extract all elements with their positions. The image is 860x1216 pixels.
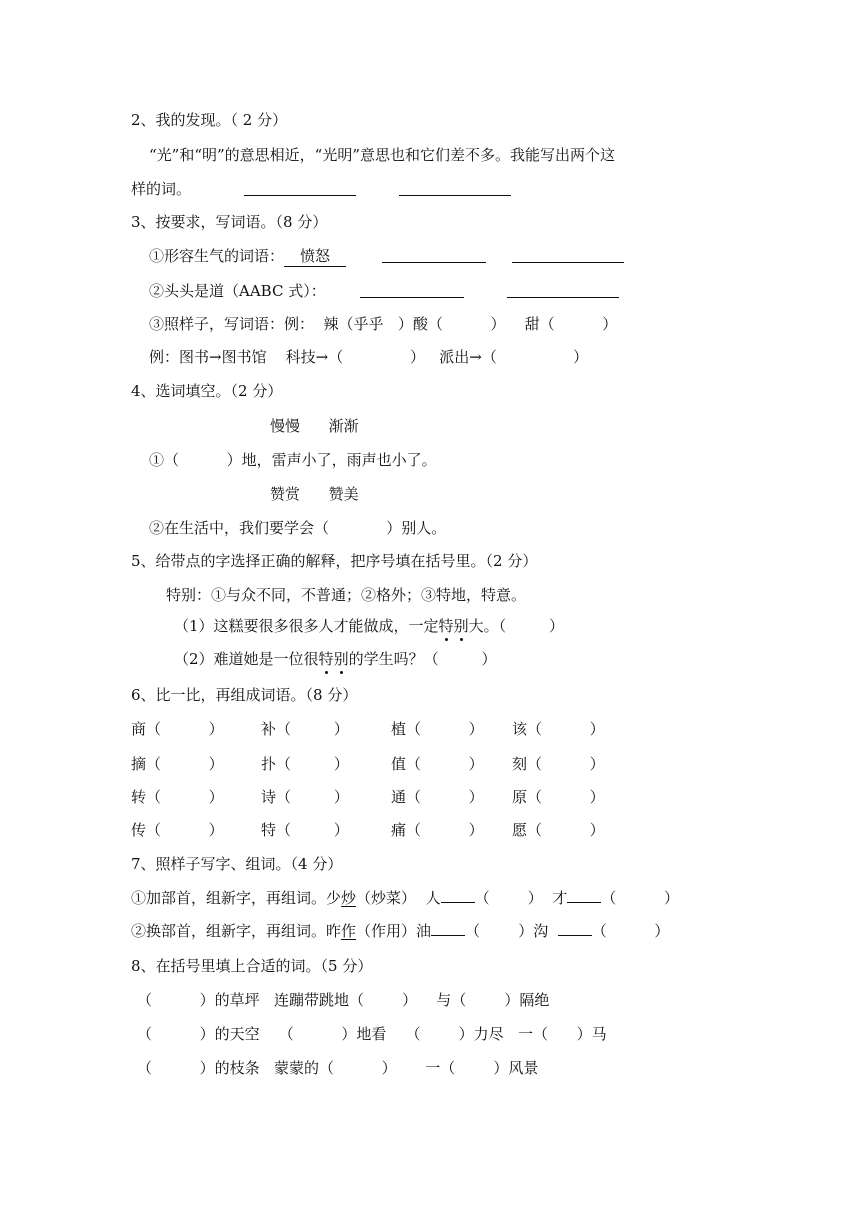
q8-line-2: （ ）的天空 （ ）地看 （ ）力尽 一（ ）马 <box>137 1025 607 1043</box>
q5-s2-dotted-char-2: 别 <box>333 650 349 668</box>
q7-l1-text-a: ①加部首，组新字，再组词。少 <box>131 889 342 907</box>
q3-item1-blank-1[interactable] <box>382 248 486 263</box>
q4-options-1: 慢慢 渐渐 <box>270 417 359 435</box>
q3-item1-blank-2[interactable] <box>512 248 624 263</box>
q2-text-line1: “光”和“明”的意思相近，“光明”意思也和它们差不多。我能写出两个这 <box>149 146 616 164</box>
q2-text-line2: 样的词。 <box>131 180 192 198</box>
q6-cell: 愿（ ） <box>512 821 605 839</box>
q7-l2-example-char: 作 <box>341 922 357 940</box>
q6-cell: 该（ ） <box>512 720 605 738</box>
q6-cell: 传（ ） <box>131 821 224 839</box>
q3-item2-blank-1[interactable] <box>360 283 464 298</box>
q3-item4: 例：图书→图书馆 科技→（ ） 派出→（ ） <box>149 348 589 366</box>
q6-cell: 原（ ） <box>512 788 605 806</box>
q5-definition: 特别：①与众不同，不普通；②格外；③特地，特意。 <box>166 586 527 604</box>
q6-cell: 特（ ） <box>261 821 349 839</box>
q3-item3: ③照样子，写词语：例： 辣（乎乎 ）酸（ ） 甜（ ） <box>149 315 618 333</box>
q3-item2-label: ②头头是道（AABC 式）： <box>149 282 326 300</box>
q4-sentence-1: ①（ ）地，雷声小了，雨声也小了。 <box>149 451 437 469</box>
q3-item1-label: ①形容生气的词语： <box>149 247 285 265</box>
q3-title: 3、按要求，写词语。（8 分） <box>131 213 328 231</box>
q2-title: 2、我的发现。（ 2 分） <box>131 111 288 129</box>
q6-cell: 刻（ ） <box>512 755 605 773</box>
q4-options-2: 赞赏 赞美 <box>270 485 359 503</box>
q8-line-3: （ ）的枝条 蒙蒙的（ ） 一（ ）风景 <box>137 1059 539 1077</box>
q6-cell: 扑（ ） <box>261 755 349 773</box>
q6-cell: 诗（ ） <box>261 788 349 806</box>
q2-answer-blank-1[interactable] <box>244 181 356 196</box>
q8-title: 8、在括号里填上合适的词。（5 分） <box>131 957 373 975</box>
q7-l2-text-c: （ ）沟 <box>465 922 558 940</box>
q6-cell: 值（ ） <box>391 755 484 773</box>
q6-cell: 补（ ） <box>261 720 349 738</box>
q6-cell: 转（ ） <box>131 788 224 806</box>
q6-cell: 商（ ） <box>131 720 224 738</box>
q2-answer-blank-2[interactable] <box>399 181 511 196</box>
q7-l1-text-b: （炒菜） 人 <box>356 889 441 907</box>
q5-title: 5、给带点的字选择正确的解释，把序号填在括号里。（2 分） <box>131 552 538 570</box>
q3-item1 <box>149 246 346 267</box>
q4-sentence-2: ②在生活中，我们要学会（ ）别人。 <box>149 519 447 537</box>
q7-l1-text-c: （ ） 才 <box>474 889 568 907</box>
q7-l1-blank-2[interactable] <box>567 888 601 903</box>
q5-s1-dotted-char-1: 特 <box>438 617 454 635</box>
q7-line-2 <box>131 921 669 941</box>
q6-cell: 摘（ ） <box>131 755 224 773</box>
q7-l2-text-a: ②换部首，组新字，再组词。昨 <box>131 922 342 940</box>
q3-item1-example: 愤怒 <box>284 246 346 267</box>
q6-cell: 痛（ ） <box>391 821 484 839</box>
q5-s2-text-after: 的学生吗？（ ） <box>348 650 497 668</box>
q5-sentence-2 <box>174 649 497 669</box>
q5-sentence-1 <box>174 616 564 636</box>
q7-line-1 <box>131 888 679 908</box>
q7-l2-blank-1[interactable] <box>431 921 465 936</box>
q3-item2-blank-2[interactable] <box>507 283 619 298</box>
q4-title: 4、选词填空。（2 分） <box>131 382 283 400</box>
q7-l1-example-char: 炒 <box>341 889 357 907</box>
q5-s2-dotted-char-1: 特 <box>318 650 334 668</box>
q5-s1-text-after: 大。（ ） <box>468 617 564 635</box>
q7-l2-blank-2[interactable] <box>558 921 592 936</box>
q5-s2-text-before: （2）难道她是一位很 <box>174 650 319 668</box>
q7-title: 7、照样子写字、组词。（4 分） <box>131 855 343 873</box>
q7-l1-text-d: （ ） <box>601 889 679 907</box>
q6-title: 6、比一比，再组成词语。（8 分） <box>131 686 358 704</box>
q7-l1-blank-1[interactable] <box>441 888 475 903</box>
q8-line-1: （ ）的草坪 连蹦带跳地（ ） 与（ ）隔绝 <box>137 991 550 1009</box>
q5-s1-text-before: （1）这糕要很多很多人才能做成，一定 <box>174 617 439 635</box>
q6-cell: 通（ ） <box>391 788 484 806</box>
q6-cell: 植（ ） <box>391 720 484 738</box>
q7-l2-text-b: （作用）油 <box>356 922 432 940</box>
q5-s1-dotted-char-2: 别 <box>453 617 469 635</box>
q7-l2-text-d: （ ） <box>591 922 670 940</box>
